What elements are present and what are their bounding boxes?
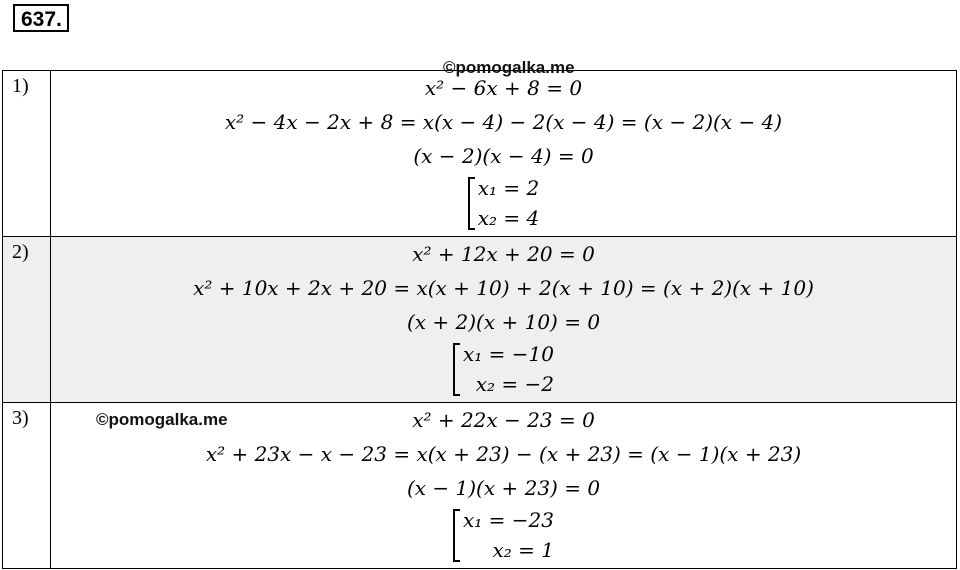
roots-system (453, 339, 554, 399)
solutions-table (2, 70, 957, 569)
root-2: x₂ = 4 (477, 206, 540, 230)
factored-equation: (x − 2)(x − 4) = 0 (413, 144, 594, 168)
solution-row-2 (3, 237, 957, 403)
factorization: x² − 4x − 2x + 8 = x(x − 4) − 2(x − 4) = (x − 2)(x − 4) (224, 110, 783, 134)
roots-system (468, 173, 540, 233)
watermark: ©pomogalka.me (96, 410, 228, 429)
equation: x² − 6x + 8 = 0 (424, 76, 583, 100)
root-2: x₂ = −2 (475, 372, 554, 396)
solution-body (51, 71, 957, 237)
root-1: x₁ = −23 (463, 508, 554, 532)
solution-row-1 (3, 71, 957, 237)
row-number: 1) (3, 71, 51, 237)
watermark: ©pomogalka.me (443, 58, 575, 77)
row-number: 2) (3, 237, 51, 403)
factored-equation: (x + 2)(x + 10) = 0 (406, 310, 601, 334)
row-number: 3) (3, 403, 51, 569)
roots-system (453, 505, 554, 565)
root-1: x₁ = −10 (463, 342, 554, 366)
factorization: x² + 10x + 2x + 20 = x(x + 10) + 2(x + 10) = (x + 2)(x + 10) (193, 276, 814, 300)
factored-equation: (x − 1)(x + 23) = 0 (406, 476, 601, 500)
factorization: x² + 23x − x − 23 = x(x + 23) − (x + 23) = (x − 1)(x + 23) (205, 442, 802, 466)
root-2: x₂ = 1 (492, 538, 554, 562)
equation: x² + 22x − 23 = 0 (412, 408, 595, 432)
root-1: x₁ = 2 (477, 176, 540, 200)
equation: x² + 12x + 20 = 0 (412, 242, 595, 266)
solution-body (51, 237, 957, 403)
problem-number: 637. (13, 4, 69, 32)
